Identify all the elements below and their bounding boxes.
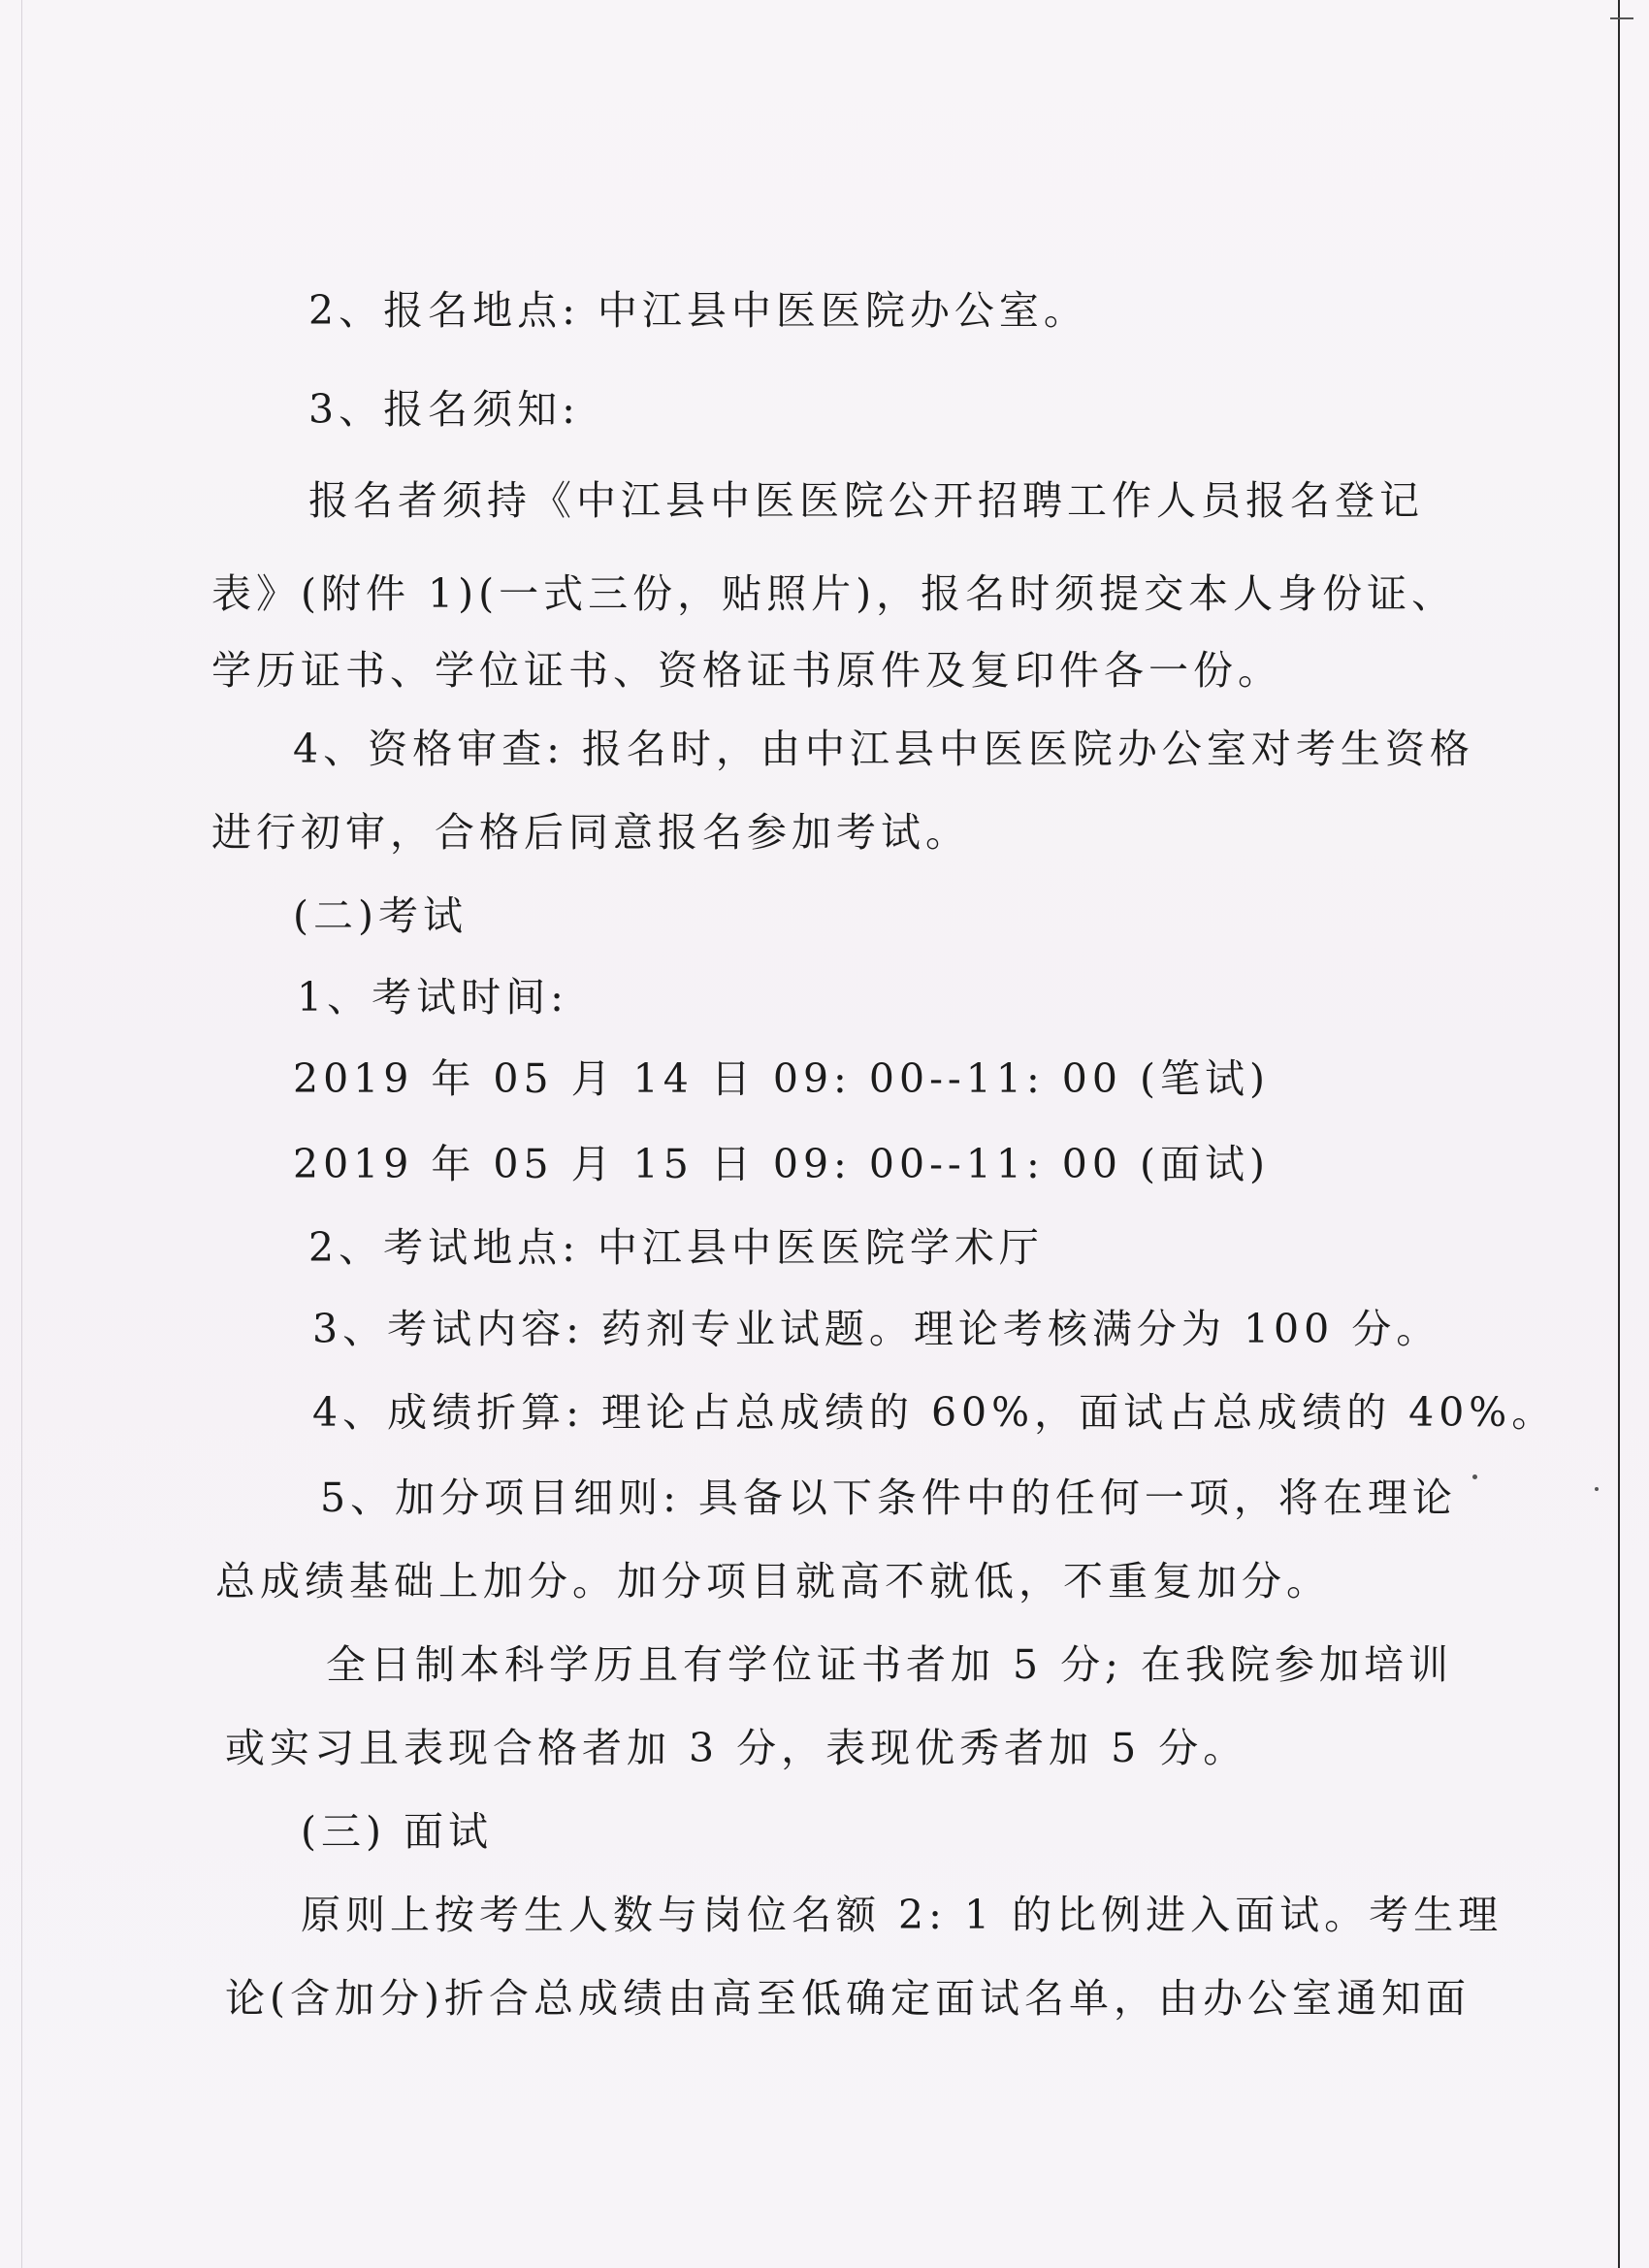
scan-speck — [1595, 1487, 1599, 1491]
text-line-attachment-requirements: 表》(附件 1)(一式三份，贴照片)，报名时须提交本人身份证、 — [211, 570, 1457, 617]
text-line-exam-location: 2、考试地点: 中江县中医医院学术厅 — [308, 1224, 1044, 1271]
text-line-qualification-review: 4、资格审查: 报名时，由中江县中医医院办公室对考生资格 — [293, 726, 1474, 772]
scan-edge-left — [21, 0, 22, 2268]
scan-corner-mark — [1610, 17, 1633, 19]
text-line-certificates: 学历证书、学位证书、资格证书原件及复印件各一份。 — [211, 647, 1282, 694]
text-line-preliminary-review: 进行初审，合格后同意报名参加考试。 — [211, 809, 970, 856]
text-line-registration-location: 2、报名地点: 中江县中医医院办公室。 — [308, 287, 1088, 334]
text-line-bonus-degree-training: 全日制本科学历且有学位证书者加 5 分; 在我院参加培训 — [326, 1641, 1453, 1688]
scan-speck — [1472, 1474, 1477, 1479]
text-line-interview-ratio: 原则上按考生人数与岗位名额 2: 1 的比例进入面试。考生理 — [301, 1892, 1504, 1938]
text-line-exam-content: 3、考试内容: 药剂专业试题。理论考核满分为 100 分。 — [312, 1306, 1441, 1352]
text-line-exam-heading: (二)考试 — [293, 892, 468, 939]
text-line-bonus-internship: 或实习且表现合格者加 3 分，表现优秀者加 5 分。 — [225, 1725, 1248, 1771]
text-line-interview-list: 论(含加分)折合总成绩由高至低确定面试名单，由办公室通知面 — [225, 1975, 1471, 2022]
text-line-interview-heading: (三) 面试 — [301, 1808, 494, 1855]
text-line-written-exam-time: 2019 年 05 月 14 日 09: 00--11: 00 (笔试) — [293, 1055, 1270, 1102]
text-line-bonus-principle: 总成绩基础上加分。加分项目就高不就低，不重复加分。 — [215, 1558, 1331, 1604]
text-line-exam-time-heading: 1、考试时间: — [297, 974, 568, 1021]
text-line-interview-time: 2019 年 05 月 15 日 09: 00--11: 00 (面试) — [293, 1141, 1270, 1187]
scan-edge-right — [1618, 0, 1620, 2268]
text-line-registration-form: 报名者须持《中江县中医医院公开招聘工作人员报名登记 — [308, 477, 1424, 524]
text-line-score-conversion: 4、成绩折算: 理论占总成绩的 60%，面试占总成绩的 40%。 — [312, 1389, 1557, 1436]
text-line-bonus-rules: 5、加分项目细则: 具备以下条件中的任何一项，将在理论 — [320, 1474, 1457, 1521]
text-line-registration-notice-heading: 3、报名须知: — [308, 386, 580, 433]
